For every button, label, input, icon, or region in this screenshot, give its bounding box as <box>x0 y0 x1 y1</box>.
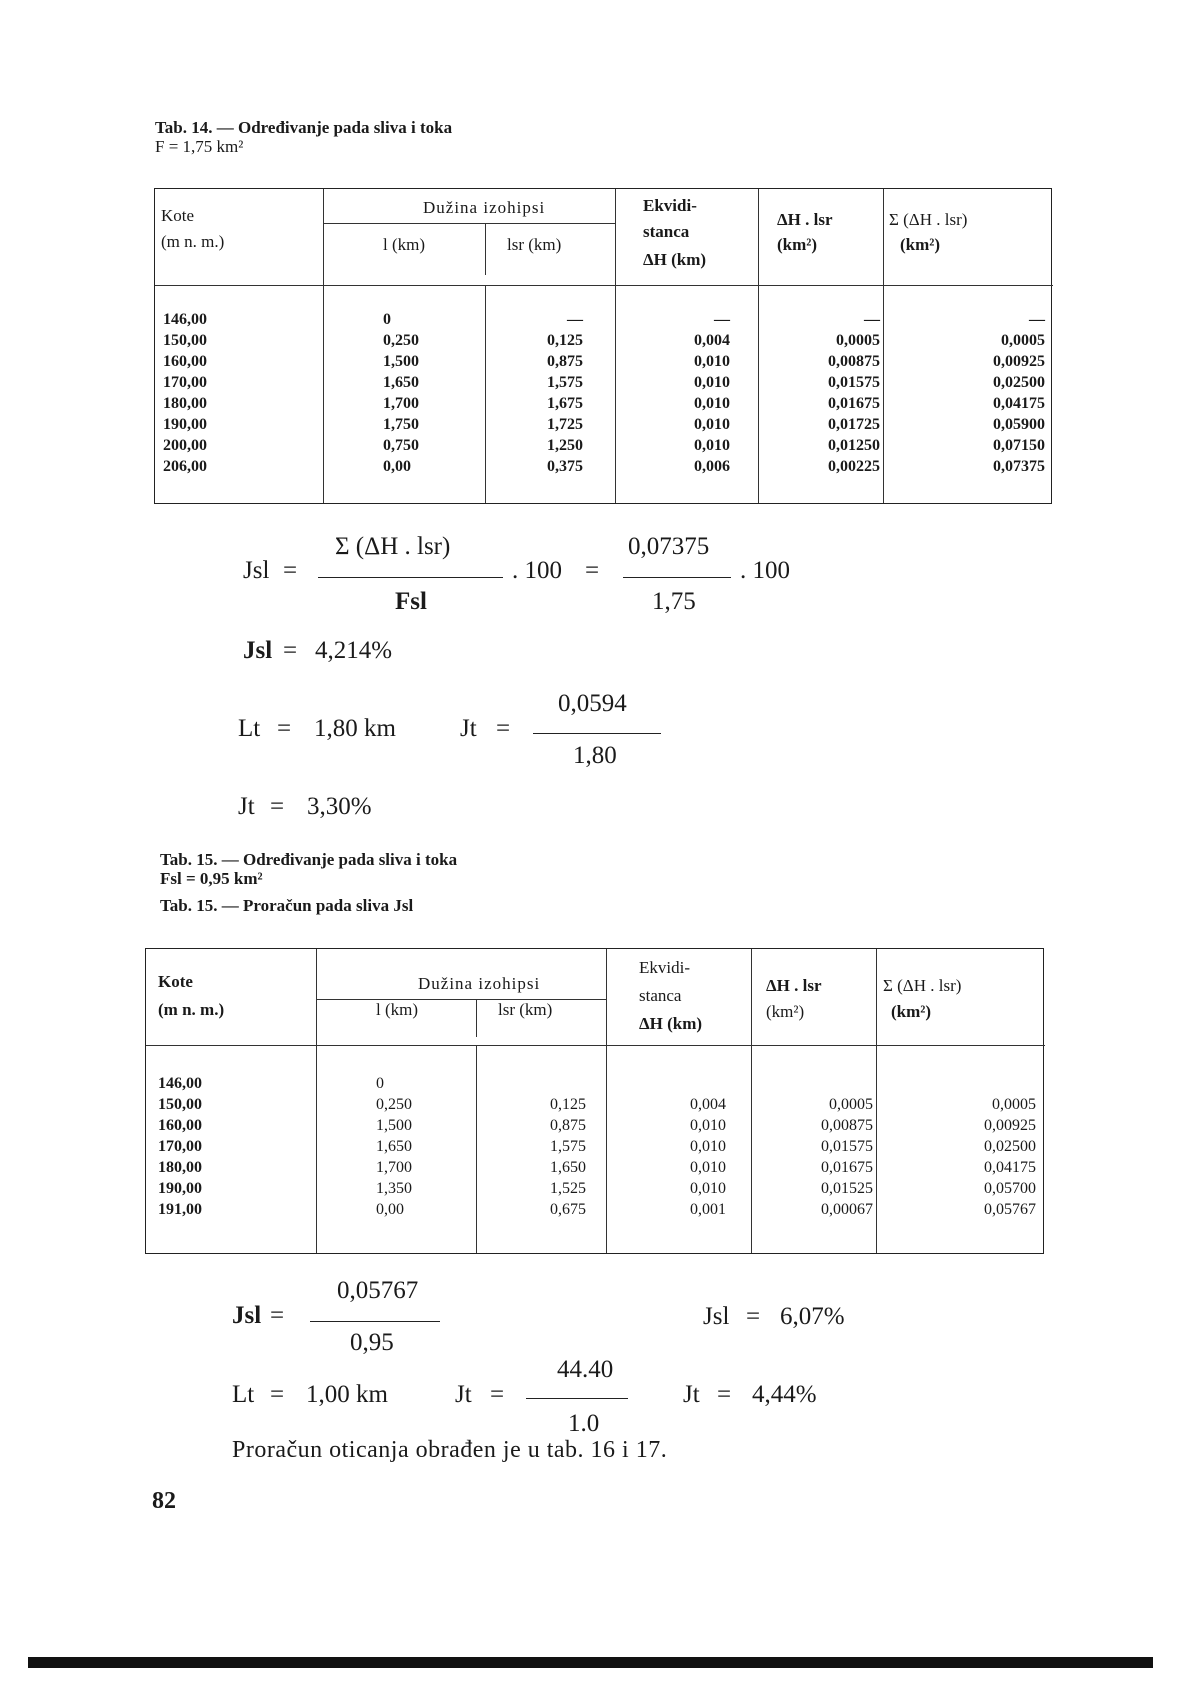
t15-jsl-result: 6,07% <box>780 1303 845 1330</box>
table-cell: 0,05700 <box>984 1180 1036 1197</box>
lt-lhs-1: Lt <box>238 715 261 742</box>
table14-caption-title: Tab. 14. — Određivanje pada sliva i toka <box>155 118 453 137</box>
table-cell: 150,00 <box>163 332 207 349</box>
table15-caption-area: Fsl = 0,95 km² <box>160 869 263 888</box>
table-cell: — <box>1029 311 1045 328</box>
t15-equals-3: = <box>270 1381 285 1408</box>
t15-equals-2: = <box>746 1303 761 1330</box>
table14 <box>154 188 1052 504</box>
table15 <box>145 948 1044 1254</box>
t15-jt-result: 4,44% <box>752 1381 817 1408</box>
table-cell: 0,02500 <box>993 374 1045 391</box>
table-cell: 0,375 <box>547 458 583 475</box>
equals-1: = <box>283 557 298 584</box>
t15-header-dh-lsr-unit: (km²) <box>766 1002 805 1021</box>
t15-header-kote-unit: (m n. m.) <box>158 1000 225 1019</box>
t15-header-ekvidi-2: stanca <box>639 986 682 1005</box>
table-cell: 0,05900 <box>993 416 1045 433</box>
table-cell: 170,00 <box>163 374 207 391</box>
header-dh-lsr-unit: (km²) <box>777 235 818 254</box>
table-cell: 1,650 <box>376 1138 412 1155</box>
column-dh <box>655 309 730 477</box>
table-cell: 0,004 <box>690 1096 726 1113</box>
table-cell: 0,004 <box>694 332 730 349</box>
table-cell: 0,00925 <box>993 353 1045 370</box>
table-cell: 0,05767 <box>984 1201 1036 1218</box>
header-sum-unit: (km²) <box>900 235 941 254</box>
t15-header-ekvidi-3: ΔH (km) <box>639 1014 703 1033</box>
table-cell: 0,00225 <box>828 458 880 475</box>
column-sum <box>895 309 1045 477</box>
table-cell: 1,350 <box>376 1180 412 1197</box>
header-sum: Σ (ΔH . lsr) <box>889 210 968 229</box>
t15-lt-value: 1,00 km <box>306 1381 388 1408</box>
table-cell: 190,00 <box>158 1180 202 1197</box>
table-cell: 1,675 <box>547 395 583 412</box>
table-cell: 0,07375 <box>993 458 1045 475</box>
table-cell: 0,010 <box>690 1180 726 1197</box>
table-cell: 0,010 <box>694 416 730 433</box>
table-cell: 206,00 <box>163 458 207 475</box>
table-cell: 0,010 <box>690 1138 726 1155</box>
table-cell: 0,675 <box>550 1201 586 1218</box>
table-cell <box>766 1073 873 1094</box>
table-cell: 0,01250 <box>828 437 880 454</box>
t15-column-dh <box>646 1073 726 1220</box>
t15-equals-4: = <box>490 1381 505 1408</box>
table-cell: 1,525 <box>550 1180 586 1197</box>
page-number: 82 <box>152 1488 176 1514</box>
header-l: l (km) <box>383 235 426 254</box>
equals-6: = <box>270 793 285 820</box>
header-dh-lsr: ΔH . lsr <box>777 210 833 229</box>
table-cell: 0,00925 <box>984 1117 1036 1134</box>
t15-header-sum-unit: (km²) <box>891 1002 932 1021</box>
table-cell: 180,00 <box>158 1159 202 1176</box>
header-ekvidi-3: ΔH (km) <box>643 250 707 269</box>
t15-equals-5: = <box>717 1381 732 1408</box>
t15-header-ekvidi-1: Ekvidi- <box>639 958 690 977</box>
table-cell: 0,01725 <box>828 416 880 433</box>
column-l <box>383 309 419 477</box>
table-cell: 1,650 <box>383 374 419 391</box>
t15-jsl-lhs-2: Jsl <box>703 1303 730 1330</box>
table-cell: 180,00 <box>163 395 207 412</box>
fraction-num-value: 0,07375 <box>628 533 710 560</box>
table-cell: 0,010 <box>694 395 730 412</box>
table-cell: 0,04175 <box>993 395 1045 412</box>
table-cell: 0,00 <box>383 458 411 475</box>
table-cell: 0,02500 <box>984 1138 1036 1155</box>
table-cell: 0,750 <box>383 437 419 454</box>
table-cell: 0,010 <box>694 353 730 370</box>
closing-text: Proračun oticanja obrađen je u tab. 16 i 17. <box>232 1437 668 1463</box>
table-cell: 0,01575 <box>821 1138 873 1155</box>
table-cell: 0,01675 <box>828 395 880 412</box>
t15-column-kote <box>158 1073 202 1220</box>
fraction-num-sum: Σ (ΔH . lsr) <box>335 533 451 560</box>
table-cell: 200,00 <box>163 437 207 454</box>
table-cell: 0,01525 <box>821 1180 873 1197</box>
fraction-den-value: 1,75 <box>652 588 696 615</box>
table-cell: 0,006 <box>694 458 730 475</box>
column-dh-lsr <box>775 309 880 477</box>
t15-column-lsr <box>486 1073 586 1220</box>
header-duzina: Dužina izohipsi <box>423 198 546 217</box>
t15-column-l <box>376 1073 412 1220</box>
equals-2: = <box>585 557 600 584</box>
t15-jsl-den: 0,95 <box>350 1329 394 1356</box>
table-cell: 0,0005 <box>1001 332 1045 349</box>
table-cell: 1,250 <box>547 437 583 454</box>
jt-num-1: 0,0594 <box>558 690 627 717</box>
table-cell: 0,07150 <box>993 437 1045 454</box>
table-cell: 0,010 <box>690 1159 726 1176</box>
t15-jt-den: 1.0 <box>568 1410 600 1437</box>
t15-column-dh-lsr <box>766 1073 873 1220</box>
table-cell: 160,00 <box>158 1117 202 1134</box>
table-cell: 0,0005 <box>992 1096 1036 1113</box>
table-cell: 0 <box>376 1075 384 1092</box>
times-100-2: . 100 <box>740 557 790 584</box>
table-cell: 0,00875 <box>821 1117 873 1134</box>
table-cell: 1,575 <box>550 1138 586 1155</box>
table-cell: 150,00 <box>158 1096 202 1113</box>
table-cell: 0,125 <box>550 1096 586 1113</box>
times-100-1: . 100 <box>512 557 562 584</box>
table-cell: 0,04175 <box>984 1159 1036 1176</box>
jt-den-1: 1,80 <box>573 742 617 769</box>
table-cell: 1,700 <box>383 395 419 412</box>
jsl-lhs-2: Jsl <box>243 637 273 664</box>
table-cell: — <box>714 311 730 328</box>
t15-header-lsr: lsr (km) <box>498 1000 553 1019</box>
table-cell: 0,875 <box>547 353 583 370</box>
t15-header-sum: Σ (ΔH . lsr) <box>883 976 962 995</box>
table-cell: 160,00 <box>163 353 207 370</box>
table-cell: 0,001 <box>690 1201 726 1218</box>
column-lsr <box>495 309 583 477</box>
t15-header-l: l (km) <box>376 1000 419 1019</box>
t15-fraction-bar-1 <box>310 1321 440 1322</box>
t15-header-dh-lsr: ΔH . lsr <box>766 976 822 995</box>
table-cell: 0,00 <box>376 1201 404 1218</box>
table-cell: 0,010 <box>694 374 730 391</box>
equals-4: = <box>277 715 292 742</box>
table-cell: 0,250 <box>383 332 419 349</box>
table-cell: 1,500 <box>383 353 419 370</box>
t15-header-duzina: Dužina izohipsi <box>418 974 541 993</box>
header-kote: Kote <box>161 206 195 225</box>
fraction-bar-2 <box>623 577 731 578</box>
table-cell: 0 <box>383 311 391 328</box>
table-cell: 0,250 <box>376 1096 412 1113</box>
table-cell: 1,650 <box>550 1159 586 1176</box>
equals-3: = <box>283 637 298 664</box>
t15-fraction-bar-2 <box>526 1398 628 1399</box>
fraction-bar-1 <box>318 577 503 578</box>
table15-caption-title: Tab. 15. — Određivanje pada sliva i toka <box>160 850 458 869</box>
jt-lhs-1: Jt <box>460 715 477 742</box>
table-cell: 146,00 <box>158 1075 202 1092</box>
table-cell: 190,00 <box>163 416 207 433</box>
table-cell: 170,00 <box>158 1138 202 1155</box>
t15-jsl-lhs: Jsl <box>232 1302 262 1329</box>
table-cell <box>486 1073 586 1094</box>
table-cell: 0,0005 <box>836 332 880 349</box>
header-kote-unit: (m n. m.) <box>161 232 225 251</box>
table-cell: 0,010 <box>690 1117 726 1134</box>
table-cell: 1,750 <box>383 416 419 433</box>
table-cell: 0,125 <box>547 332 583 349</box>
table-cell: 1,700 <box>376 1159 412 1176</box>
table-cell: — <box>864 311 880 328</box>
fraction-bar-3 <box>533 733 661 734</box>
table-cell: 191,00 <box>158 1201 202 1218</box>
table-cell: 0,010 <box>694 437 730 454</box>
t15-header-kote: Kote <box>158 972 193 991</box>
table-cell: 0,875 <box>550 1117 586 1134</box>
t15-lt-lhs: Lt <box>232 1381 255 1408</box>
jsl-result: 4,214% <box>315 637 393 664</box>
t15-jsl-num: 0,05767 <box>337 1277 419 1304</box>
table-cell <box>646 1073 726 1094</box>
table-cell <box>886 1073 1036 1094</box>
t15-jt-lhs-2: Jt <box>683 1381 700 1408</box>
jt-result-1: 3,30% <box>307 793 372 820</box>
t15-column-sum <box>886 1073 1036 1220</box>
table-cell: 0,00875 <box>828 353 880 370</box>
jsl-lhs-1: Jsl <box>243 557 270 584</box>
table-cell: 1,500 <box>376 1117 412 1134</box>
header-lsr: lsr (km) <box>507 235 562 254</box>
t15-jt-lhs: Jt <box>455 1381 472 1408</box>
table-cell: 146,00 <box>163 311 207 328</box>
table-cell: 0,0005 <box>829 1096 873 1113</box>
table-cell: 0,01575 <box>828 374 880 391</box>
jt-lhs-2: Jt <box>238 793 255 820</box>
table-cell: — <box>567 311 583 328</box>
scan-edge-bar <box>28 1657 1153 1668</box>
equals-5: = <box>496 715 511 742</box>
table15-caption-title2: Tab. 15. — Proračun pada sliva Jsl <box>160 896 414 915</box>
column-kote <box>163 309 207 477</box>
fraction-den-fsl: Fsl <box>395 588 427 615</box>
table-cell: 0,01675 <box>821 1159 873 1176</box>
header-ekvidi-2: stanca <box>643 222 690 241</box>
table-cell: 1,575 <box>547 374 583 391</box>
header-ekvidi-1: Ekvidi- <box>643 196 697 215</box>
t15-jt-num: 44.40 <box>557 1356 614 1383</box>
table-cell: 1,725 <box>547 416 583 433</box>
table-cell: 0,00067 <box>821 1201 873 1218</box>
t15-equals-1: = <box>270 1302 285 1329</box>
table14-caption-area: F = 1,75 km² <box>155 137 244 156</box>
lt-value-1: 1,80 km <box>314 715 396 742</box>
